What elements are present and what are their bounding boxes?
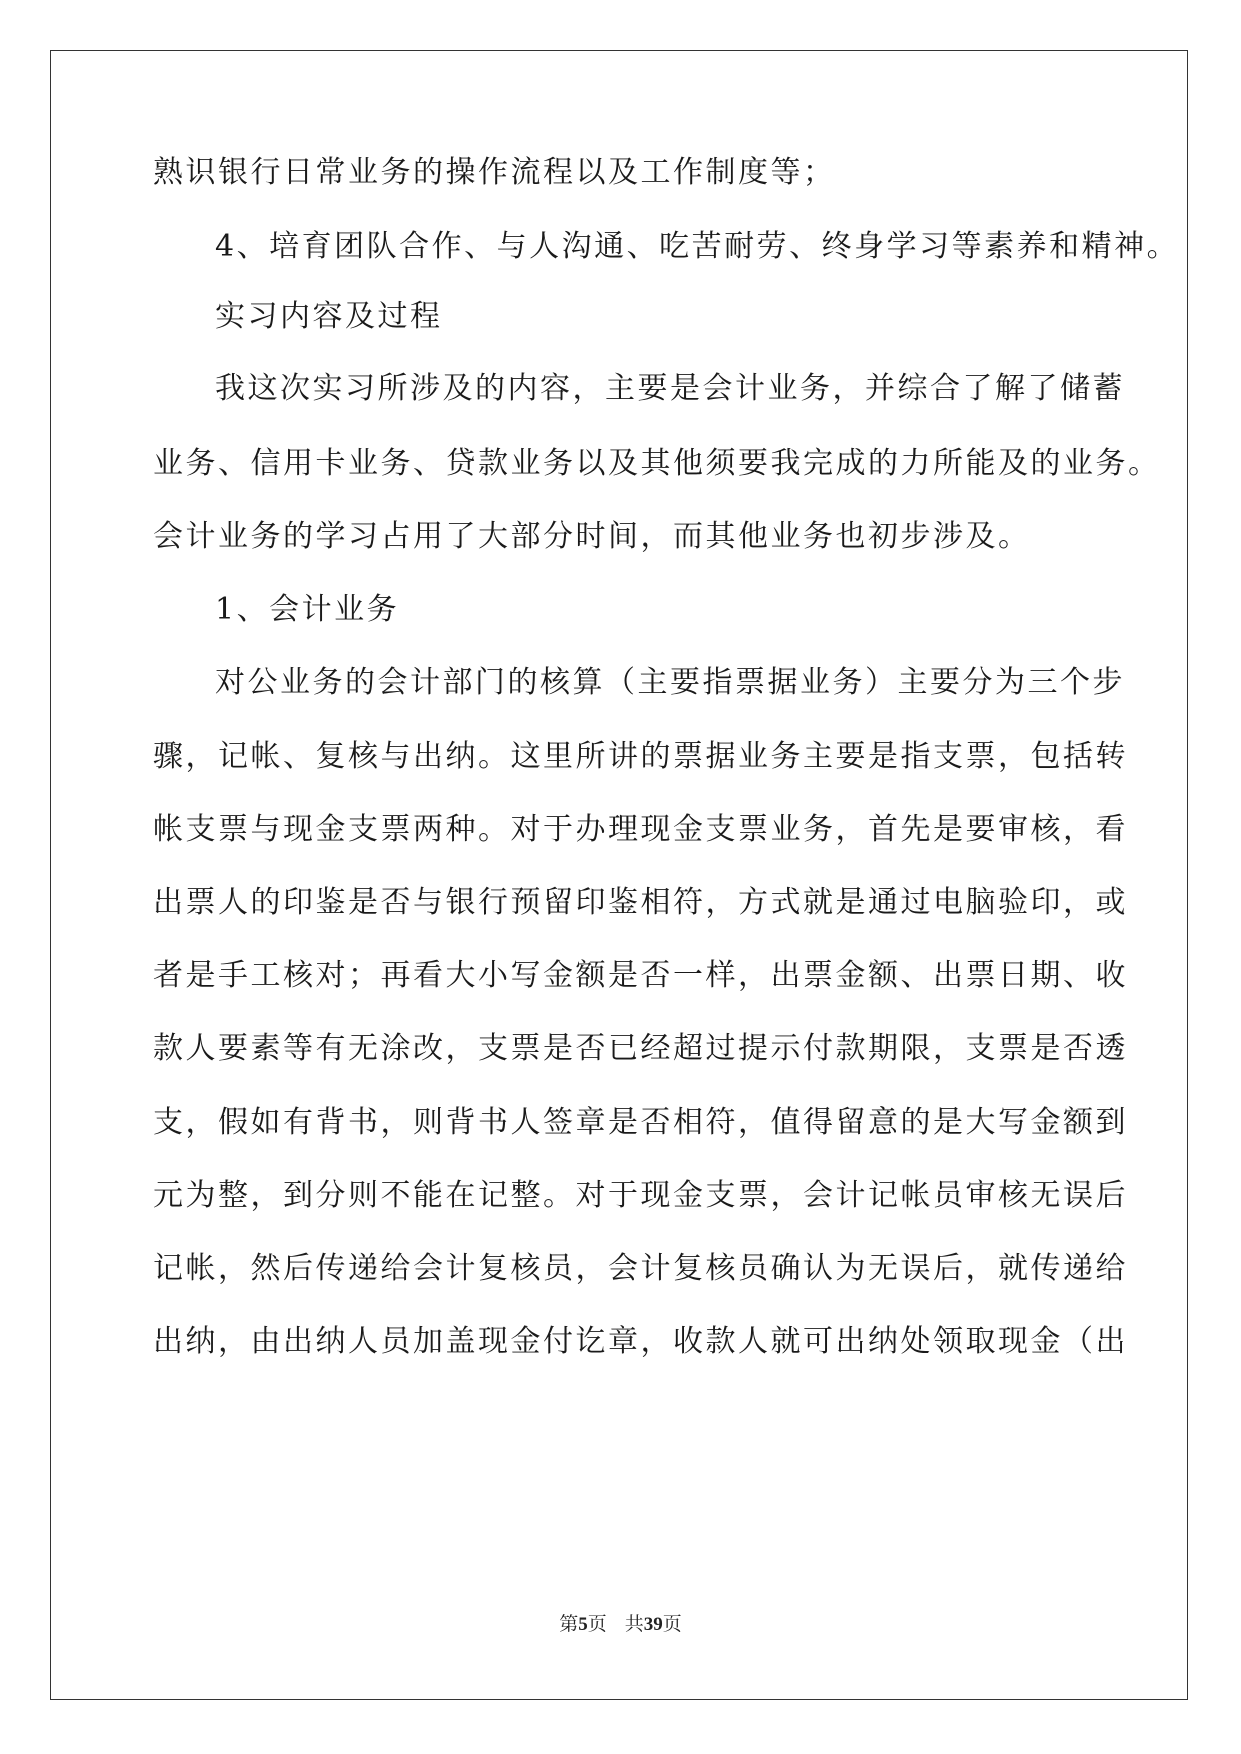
footer-page-suffix: 页 [587, 1613, 607, 1635]
footer-total-suffix: 页 [662, 1613, 682, 1635]
page-footer [0, 1613, 1241, 1636]
text-line-15: 元为整，到分则不能在记整。对于现金支票，会计记帐员审核无误后 [153, 1178, 1128, 1213]
text-line-1: 熟识银行日常业务的操作流程以及工作制度等； [153, 155, 836, 190]
text-line-8: 对公业务的会计部门的核算（主要指票据业务）主要分为三个步 [215, 665, 1125, 700]
text-line-11: 出票人的印鉴是否与银行预留印鉴相符，方式就是通过电脑验印，或 [153, 885, 1128, 920]
footer-page-prefix: 第 [559, 1613, 579, 1635]
text-line-13: 款人要素等有无涂改，支票是否已经超过提示付款期限，支票是否透 [153, 1031, 1128, 1066]
text-line-10: 帐支票与现金支票两种。对于办理现金支票业务，首先是要审核，看 [153, 812, 1128, 847]
footer-total-pages: 39 [643, 1614, 663, 1635]
text-line-12: 者是手工核对；再看大小写金额是否一样，出票金额、出票日期、收 [153, 958, 1128, 993]
text-line-4: 我这次实习所涉及的内容，主要是会计业务，并综合了解了储蓄 [215, 371, 1125, 406]
text-line-9: 骤，记帐、复核与出纳。这里所讲的票据业务主要是指支票，包括转 [153, 739, 1128, 774]
footer-page-number: 5 [578, 1614, 588, 1635]
text-line-6: 会计业务的学习占用了大部分时间，而其他业务也初步涉及。 [153, 519, 1031, 554]
page-border [50, 50, 1188, 1700]
footer-total-prefix: 共 [624, 1613, 644, 1635]
section-heading-internship: 实习内容及过程 [215, 299, 443, 334]
text-line-5: 业务、信用卡业务、贷款业务以及其他须要我完成的力所能及的业务。 [153, 446, 1161, 481]
text-line-14: 支，假如有背书，则背书人签章是否相符，值得留意的是大写金额到 [153, 1105, 1128, 1140]
text-line-2: 4、培育团队合作、与人沟通、吃苦耐劳、终身学习等素养和精神。 [215, 229, 1180, 264]
text-line-17: 出纳，由出纳人员加盖现金付讫章，收款人就可出纳处领取现金（出 [153, 1324, 1128, 1359]
text-line-16: 记帐，然后传递给会计复核员，会计复核员确认为无误后，就传递给 [153, 1251, 1128, 1286]
section-heading-accounting: 1、会计业务 [215, 592, 400, 627]
